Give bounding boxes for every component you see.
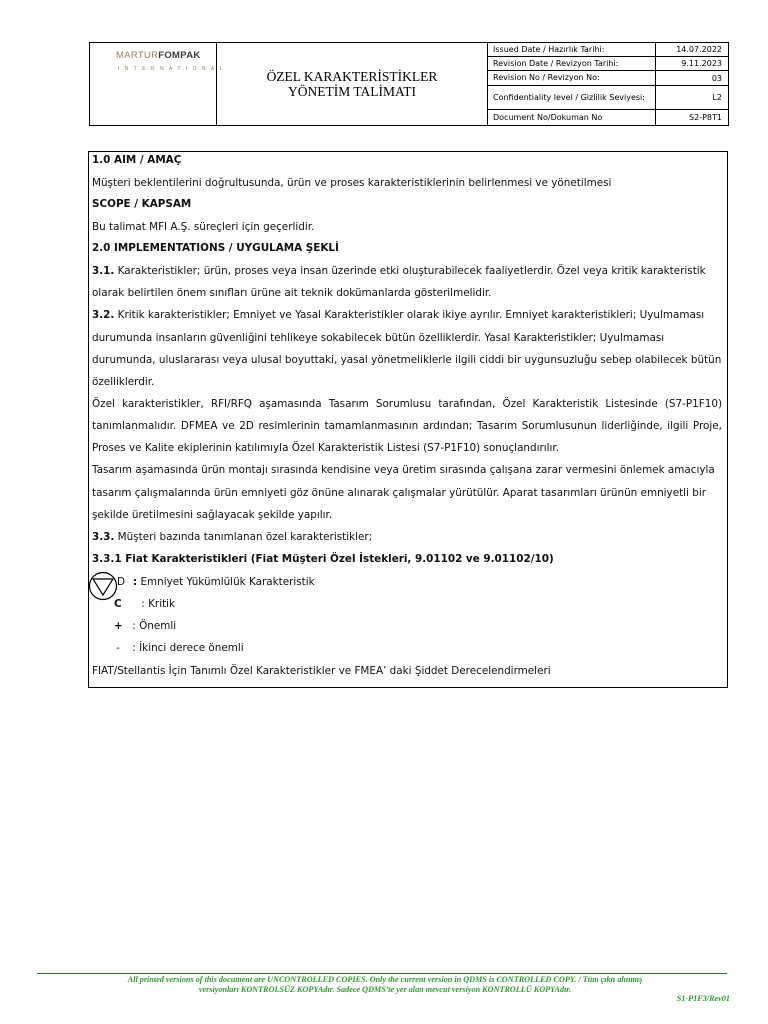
paragraph-design-line-3: şekilde üretilmesini sağlayacak şekilde yapılır. bbox=[92, 509, 333, 521]
logo-wordmark: MARTURFOMPAK bbox=[116, 50, 201, 61]
title-line-2: YÖNETİM TALİMATI bbox=[287, 84, 417, 99]
legend-secondary: - : İkinci derece önemli bbox=[116, 642, 244, 654]
paragraph-special-line-1: Özel karakteristikler, RFI/RFQ aşamasında Tasarım Sorumlusu tarafından, Özel Karakteristik Listesinde (S7-P1F10) bbox=[92, 398, 722, 410]
company-logo bbox=[90, 43, 228, 125]
scope-text: Bu talimat MFI A.Ş. süreçleri için geçerlidir. bbox=[92, 221, 315, 233]
paragraph-special-line-2: tanımlanmalıdır. DFMEA ve 2D resimlerinin tamamlanmasının ardından; Tasarım Sorumlusunun liderliğinde, ilgili Proje, bbox=[92, 420, 722, 432]
paragraph-special-line-3: Proses ve Kalite ekiplerinin katılımıyla Özel Karakteristik Listesi (S7-P1F10) sonuçlandırılır. bbox=[92, 442, 560, 454]
content-box bbox=[88, 151, 728, 688]
title-line-1: ÖZEL KARAKTERİSTİKLER bbox=[266, 69, 438, 84]
aim-text: Müşteri beklentilerini doğrultusunda, ürün ve proses karakteristiklerinin belirlenmesi ve yönetilmesi bbox=[92, 177, 612, 189]
meta-issued-date: Issued Date / Hazırlık Tarihi: 14.07.2022 bbox=[488, 43, 728, 57]
paragraph-3-2-line-4: özelliklerdir. bbox=[92, 376, 155, 388]
document-meta-table bbox=[488, 43, 728, 125]
legend-important: + : Önemli bbox=[114, 620, 177, 632]
paragraph-3-2-line-3: durumunda, uluslararası veya ulusal boyuttaki, yasal yönetmeliklerle ilgili ciddi bir uygunsuzluğu sebep olabilecek bütün bbox=[92, 354, 722, 366]
meta-confidentiality: Confidentiality level / Gizlilik Seviyesi: L2 bbox=[488, 86, 728, 110]
footer-divider bbox=[37, 973, 727, 974]
meta-revision-no: Revision No / Revizyon No: 03 bbox=[488, 71, 728, 86]
paragraph-3-2-line-1: 3.2. Kritik karakteristikler; Emniyet ve Yasal Karakteristikler olarak ikiye ayrılır. Emniyet karakteristikleri; Uyulmaması bbox=[92, 309, 705, 321]
fiat-characteristics-heading: 3.3.1 Fiat Karakteristikleri (Fiat Müşteri Özel İstekleri, 9.01102 ve 9.01102/10) bbox=[92, 553, 554, 565]
paragraph-3-1-line-1: 3.1. Karakteristikler; ürün, proses veya insan üzerinde etki oluşturabilecek faaliyetlerdir. Özel veya kritik karakteristik bbox=[92, 265, 706, 277]
implementation-heading: 2.0 IMPLEMENTATIONS / UYGULAMA ŞEKLİ bbox=[92, 242, 339, 254]
legend-critical: C : Kritik bbox=[114, 598, 176, 610]
document-header bbox=[89, 42, 729, 126]
paragraph-3-2-line-2: durumunda insanların güvenliğini tehlikeye sokabilecek bütün özelliklerdir. Yasal Karakteristikler; Uyulmaması bbox=[92, 332, 665, 344]
paragraph-design-line-1: Tasarım aşamasında ürün montajı sırasında kendisine veya üretim sırasında çalışana zarar vermesini önlemek amacıyla bbox=[92, 464, 715, 476]
paragraph-3-1-line-2: olarak belirtilen önem sınıfları ürüne ait teknik dokümanlarda gösterilmelidir. bbox=[92, 287, 492, 299]
footer-disclaimer: All printed versions of this document are UNCONTROLLED COPIES. Only the current version in QDMS is CONTROLLED COPY. / Tüm çıktı alınmış versiyonları KONTROLSÜZ KOPYAdır. Sadece QDMS’te yer alan mevcut versiyon KONTROLLÜ KOPYAdır. bbox=[127, 975, 643, 994]
scope-heading: SCOPE / KAPSAM bbox=[92, 198, 192, 210]
document-title bbox=[217, 43, 488, 125]
meta-document-no: Document No/Dokuman No S2-P8T1 bbox=[488, 110, 728, 125]
fiat-stellantis-line: FIAT/Stellantis İçin Tanımlı Özel Karakteristikler ve FMEA’ daki Şiddet Derecelendirmeleri bbox=[92, 665, 551, 677]
paragraph-design-line-2: tasarım çalışmalarında ürün emniyeti göz önüne alınarak çalışmalar yürütülür. Aparat tasarımları ürünün emniyetli bir bbox=[92, 487, 706, 499]
legend-safety: D : Emniyet Yükümlülük Karakteristik bbox=[117, 576, 315, 588]
paragraph-3-3: 3.3. Müşteri bazında tanımlanan özel karakteristikler; bbox=[92, 531, 373, 543]
aim-heading: 1.0 AIM / AMAÇ bbox=[92, 154, 182, 166]
footer-form-code: S1-P1F3/Rev01 bbox=[676, 994, 730, 1003]
logo-subtitle: INTERNATIONAL bbox=[118, 66, 228, 72]
meta-revision-date: Revision Date / Revizyon Tarihi: 9.11.2023 bbox=[488, 57, 728, 71]
safety-triangle-icon bbox=[88, 571, 118, 601]
